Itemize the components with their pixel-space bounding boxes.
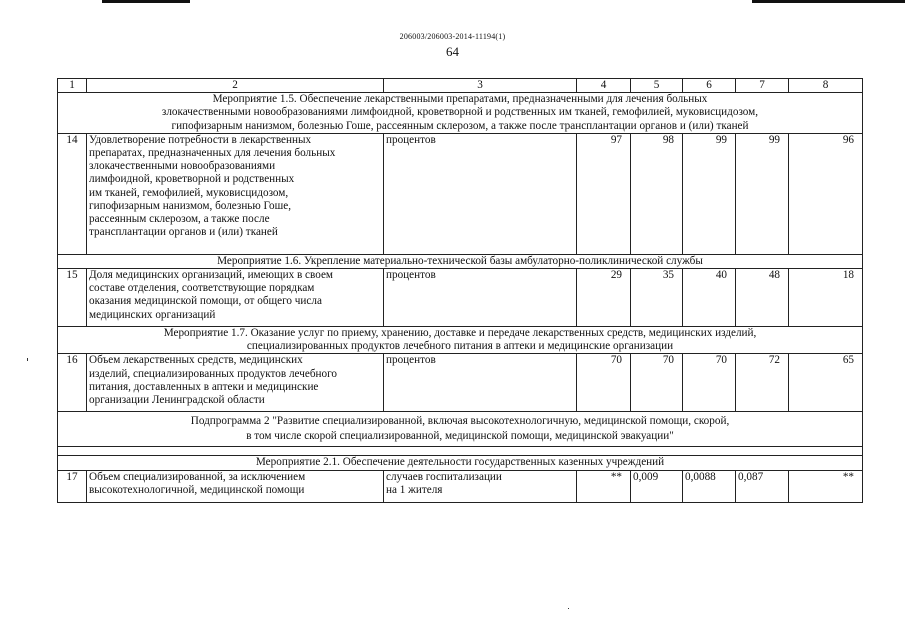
description-line: высокотехнологичной, медицинской помощи [89, 483, 305, 496]
subprogram-line: в том числе скорой специализированной, медицинской помощи, медицинской эвакуации" [246, 430, 674, 443]
section-row-2-1 [58, 456, 863, 470]
row-number: 16 [58, 354, 87, 412]
description-line: рассеянным склерозом, а также после [89, 213, 270, 226]
value-col-7: 99 [736, 133, 789, 254]
table-row-17 [58, 470, 863, 502]
table-row-16 [58, 354, 863, 412]
section-title: Мероприятие 2.1. Обеспечение деятельности государственных казенных учреждений [58, 456, 863, 470]
value-col-7: 48 [736, 269, 789, 327]
indicator-description [87, 354, 384, 412]
value-col-5: 35 [631, 269, 683, 327]
description-line: организации Ленинградской области [89, 394, 265, 407]
value-col-5: 98 [631, 133, 683, 254]
spacer-cell [58, 447, 863, 456]
section-line: Мероприятие 1.5. Обеспечение лекарственными препаратами, предназначенными для лечения больных [212, 93, 708, 106]
value-col-6: 70 [683, 354, 736, 412]
value-col-6: 99 [683, 133, 736, 254]
row-number: 14 [58, 133, 87, 254]
section-line: специализированных продуктов лечебного питания в аптеки и медицинские организации [246, 340, 674, 353]
header-cell: 5 [631, 79, 683, 93]
header-cell: 6 [683, 79, 736, 93]
description-line: гипофизарным нанизмом, болезнью Гоше, [89, 199, 292, 212]
value-col-8: 96 [789, 133, 863, 254]
scan-speck [568, 608, 569, 609]
page-number: 64 [446, 44, 459, 59]
description-line: злокачественными новообразованиями [89, 160, 276, 173]
scan-edge-mark-right [752, 0, 905, 3]
value-col-5: 0,009 [631, 470, 683, 502]
value-col-4: 70 [577, 354, 631, 412]
unit-line: случаев госпитализации [386, 470, 502, 483]
value-col-4: 29 [577, 269, 631, 327]
description-line: медицинских организаций [89, 308, 216, 321]
unit-line: на 1 жителя [386, 483, 443, 496]
header-cell: 1 [58, 79, 87, 93]
row-number: 17 [58, 470, 87, 502]
value-col-6: 0,0088 [683, 470, 736, 502]
subprogram-line: Подпрограмма 2 "Развитие специализированной, включая высокотехнологичную, медицинской помощи, скорой, [190, 415, 730, 428]
section-title: Мероприятие 1.6. Укрепление материально-технической базы амбулаторно-поликлинической службы [58, 254, 863, 268]
value-col-8: 18 [789, 269, 863, 327]
description-line: им тканей, гемофилией, муковисцидозом, [89, 186, 289, 199]
description-line: трансплантации органов и (или) тканей [89, 226, 278, 239]
section-line: злокачественными новообразованиями лимфоидной, кроветворной и родственных им тканей, гемофилией, муковисцидозом, [161, 106, 759, 119]
section-row-1-7 [58, 327, 863, 354]
header-cell: 2 [87, 79, 384, 93]
unit-cell: процентов [384, 354, 577, 412]
unit-cell: процентов [384, 133, 577, 254]
value-col-7: 0,087 [736, 470, 789, 502]
value-col-5: 70 [631, 354, 683, 412]
description-line: лимфоидной, кроветворной и родственных [89, 173, 295, 186]
scan-speck [27, 358, 28, 361]
scan-edge-mark-left [102, 0, 190, 3]
unit-cell: процентов [384, 269, 577, 327]
description-line: Объем лекарственных средств, медицинских [89, 354, 303, 367]
header-cell: 4 [577, 79, 631, 93]
description-line: Удовлетворение потребности в лекарственных [89, 133, 312, 146]
section-title [58, 327, 863, 354]
spacer-row [58, 447, 863, 456]
row-number: 15 [58, 269, 87, 327]
section-title [58, 93, 863, 134]
header-cell: 8 [789, 79, 863, 93]
unit-cell [384, 470, 577, 502]
description-line: препаратах, предназначенных для лечения больных [89, 147, 336, 160]
value-col-8: ** [789, 470, 863, 502]
table-row-14 [58, 133, 863, 254]
subprogram-title [58, 412, 863, 447]
table-row-15 [58, 269, 863, 327]
section-line: Мероприятие 1.7. Оказание услуг по приему, хранению, доставке и передаче лекарственных средств, медицинских изделий, [163, 327, 757, 340]
description-line: изделий, специализированных продуктов лечебного [89, 367, 337, 380]
value-col-4: 97 [577, 133, 631, 254]
header-cell: 7 [736, 79, 789, 93]
section-line: гипофизарным нанизмом, болезнью Гоше, рассеянным склерозом, а также после трансплантации органов и (или) тканей [171, 119, 749, 132]
description-line: питания, доставленных в аптеки и медицинские [89, 380, 319, 393]
document-reference: 206003/206003-2014-11194(1) [399, 32, 506, 41]
indicator-description [87, 269, 384, 327]
description-line: оказания медицинской помощи, от общего числа [89, 295, 322, 308]
header-cell: 3 [384, 79, 577, 93]
value-col-4: ** [577, 470, 631, 502]
description-line: Объем специализированной, за исключением [89, 470, 306, 483]
description-line: Доля медицинских организаций, имеющих в своем [89, 269, 333, 282]
indicators-table [57, 78, 863, 503]
indicator-description [87, 470, 384, 502]
value-col-7: 72 [736, 354, 789, 412]
description-line: составе отделения, соответствующие порядкам [89, 282, 315, 295]
value-col-6: 40 [683, 269, 736, 327]
section-row-1-5 [58, 93, 863, 134]
section-row-1-6 [58, 254, 863, 268]
value-col-8: 65 [789, 354, 863, 412]
indicator-description [87, 133, 384, 254]
subprogram-row-2 [58, 412, 863, 447]
header-row [58, 79, 863, 93]
